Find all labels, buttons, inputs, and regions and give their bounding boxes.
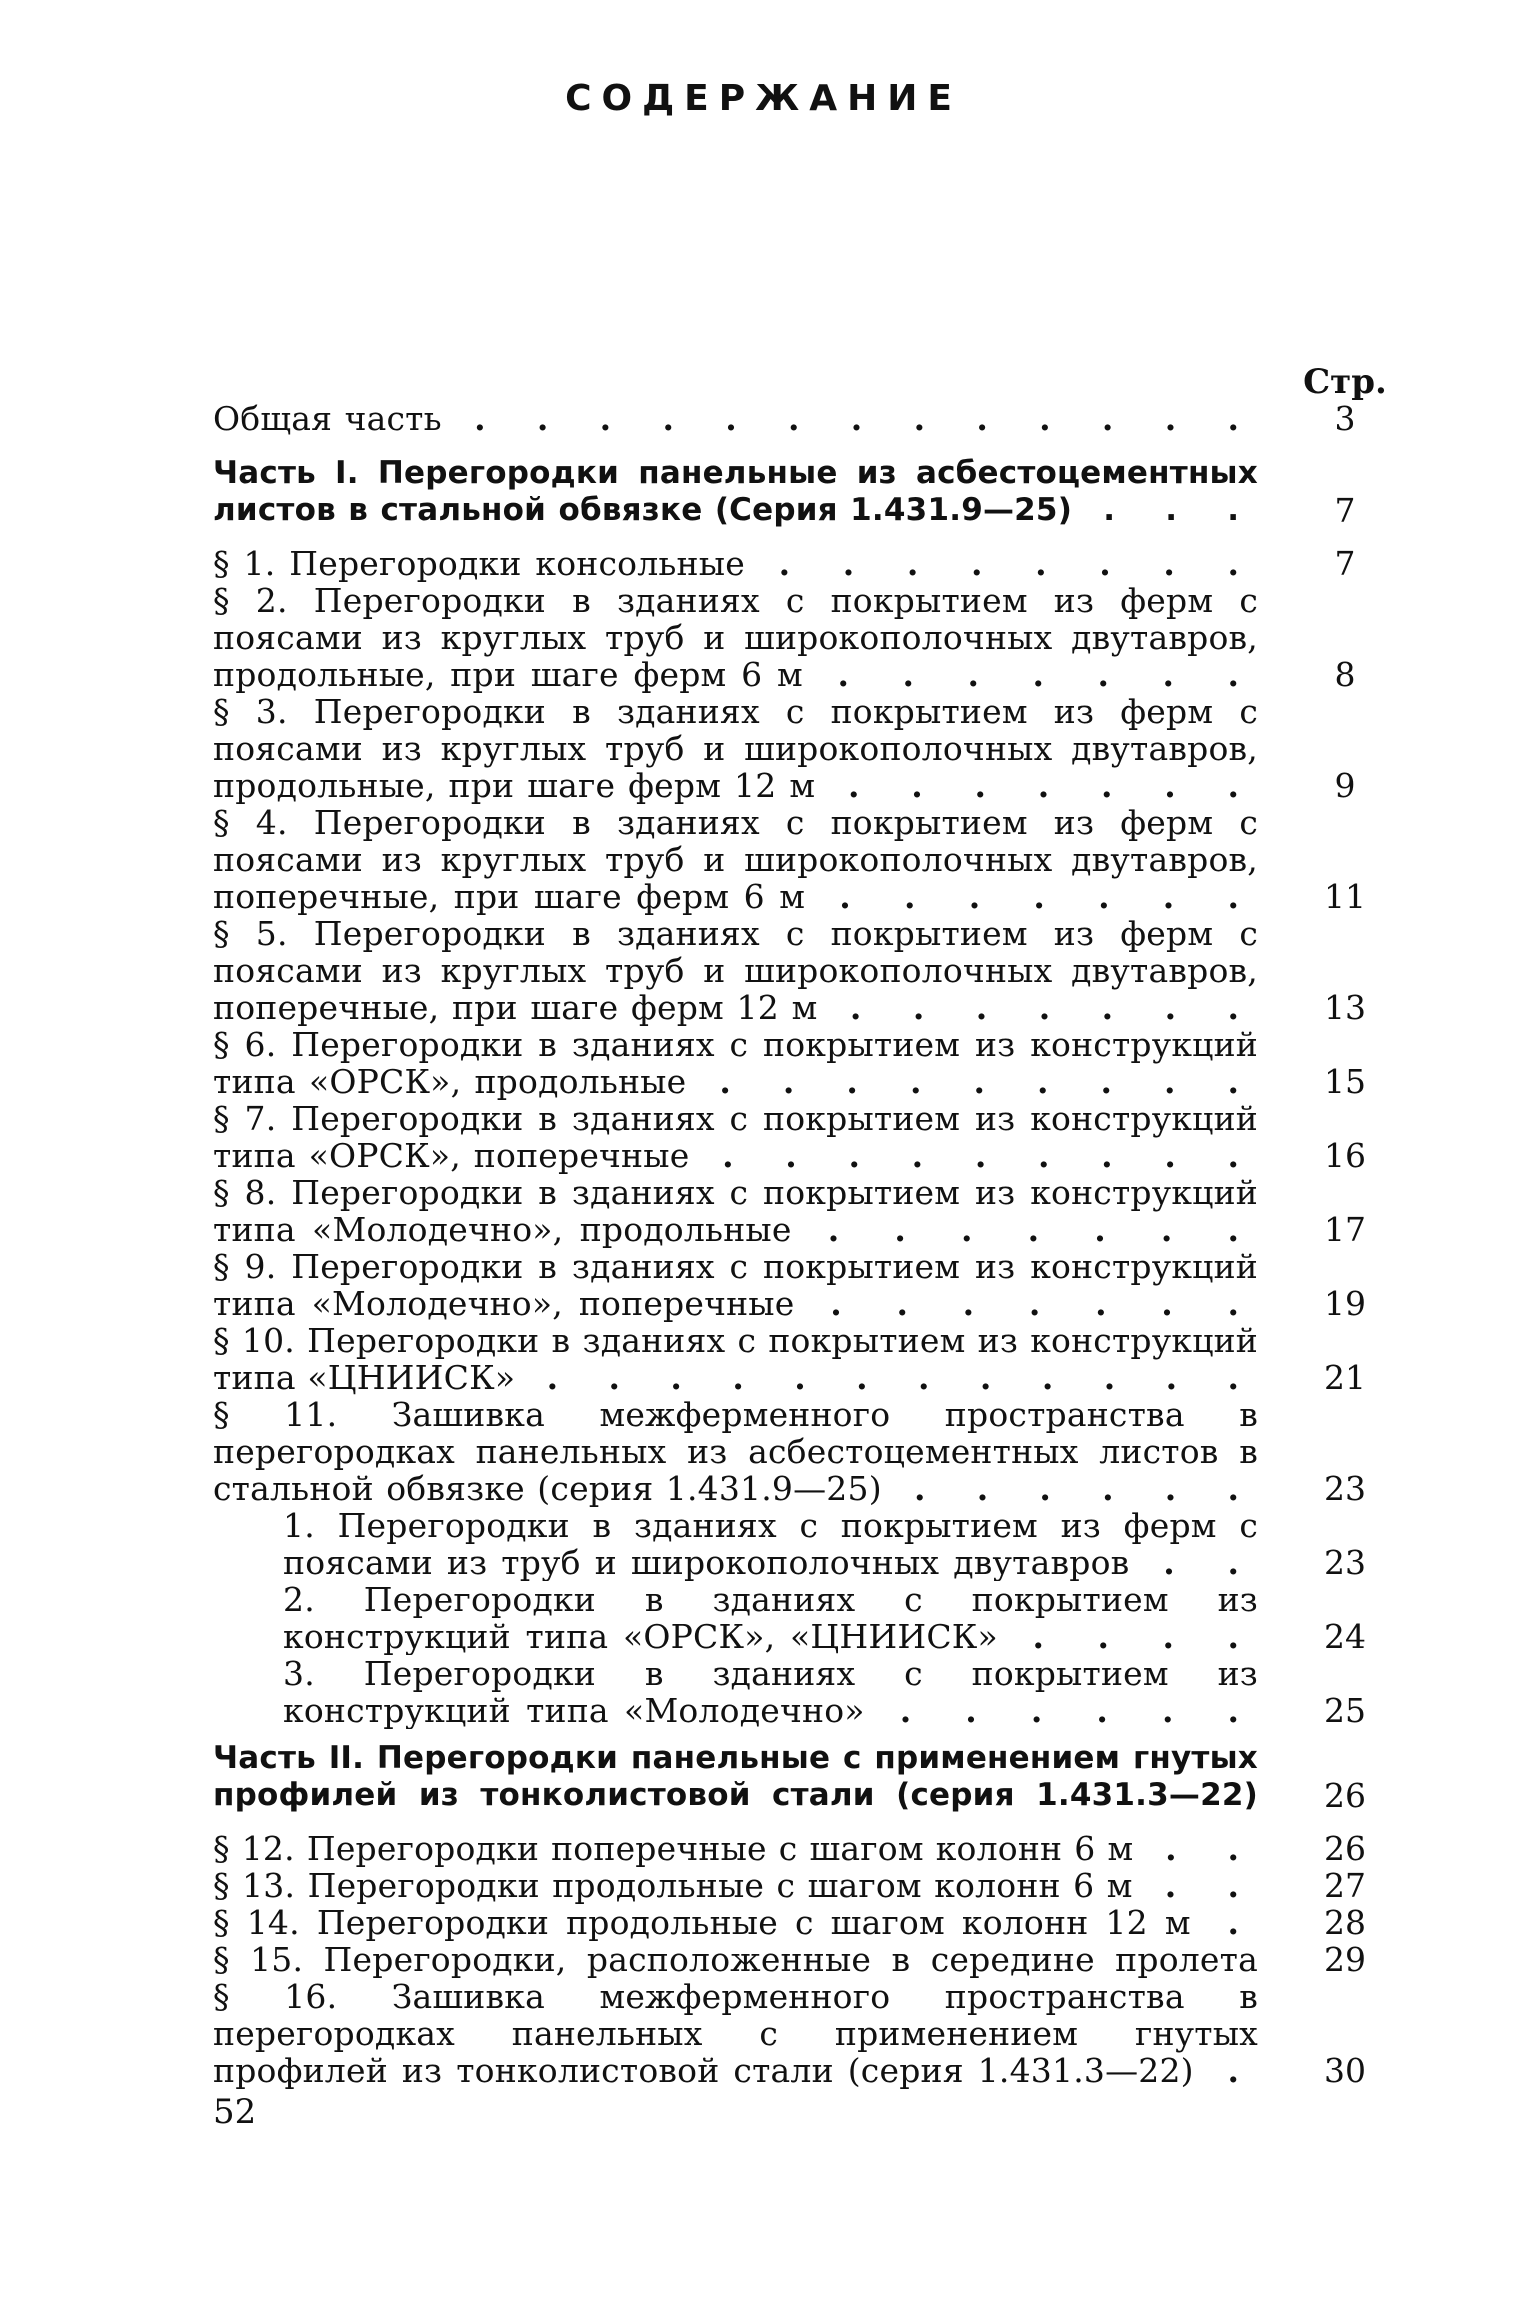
toc-page-number: 9 (1334, 766, 1356, 805)
leader-dots: . . (1163, 1543, 1258, 1581)
toc-entry (213, 693, 1258, 804)
leader-dots: . . . . . . . (839, 877, 1258, 915)
toc-page-number: 28 (1324, 1903, 1366, 1942)
toc-entry-text: 3. Перегородки в зданиях с покрытием из конструкций типа «Молодечно» . . . . . . (283, 1655, 1258, 1729)
toc-entry-text: § 10. Перегородки в зданиях с покрытием из конструкций типа «ЦНИИСК» . . . . . . . . . . . . (213, 1322, 1258, 1396)
leader-dots: . . . . . . . . . (719, 1062, 1258, 1100)
toc-entry (213, 1904, 1258, 1941)
toc-entry (213, 1026, 1258, 1100)
toc-entry-text: § 13. Перегородки продольные с шагом колонн 6 м . . (213, 1867, 1258, 1904)
toc-entry (213, 1174, 1258, 1248)
toc-entry (213, 1100, 1258, 1174)
leader-dots: . . . . . . (899, 1691, 1258, 1729)
toc-entry (283, 1507, 1258, 1581)
page-column-header: Стр. (1303, 362, 1387, 402)
toc-page-number: 13 (1324, 988, 1366, 1027)
toc-entry (213, 1248, 1258, 1322)
toc-entry (213, 1978, 1258, 2089)
toc-entry (213, 1867, 1258, 1904)
toc-entry (213, 1740, 1258, 1814)
toc-entry-text: § 4. Перегородки в зданиях с покрытием из ферм с поясами из круглых труб и широкополочных двутавров, поперечные, при шаге ферм 6 м . . . . . . . (213, 804, 1258, 915)
toc-page-number: 16 (1324, 1136, 1366, 1175)
toc-entry (213, 455, 1258, 529)
toc-page-number: 3 (1334, 399, 1356, 438)
toc-entry (213, 915, 1258, 1026)
leader-dots: . . . . . . . (827, 1210, 1258, 1248)
toc-page-number: 30 (1324, 2051, 1366, 2090)
toc-page-number: 17 (1324, 1210, 1366, 1249)
toc-page-number: 21 (1324, 1358, 1366, 1397)
toc-entry-text: 1. Перегородки в зданиях с покрытием из ферм с поясами из труб и широкополочных двутавров . . (283, 1507, 1258, 1581)
toc-page-number: 7 (1334, 544, 1356, 583)
leader-dots: . . . . . . (913, 1469, 1258, 1507)
toc-entry-text: § 8. Перегородки в зданиях с покрытием из конструкций типа «Молодечно», продольные . . . . . . . (213, 1174, 1258, 1248)
toc-page-number: 8 (1334, 655, 1356, 694)
toc-page-number: 29 (1324, 1940, 1366, 1979)
toc-entry (283, 1655, 1258, 1729)
leader-dots: . (1227, 2051, 1258, 2089)
toc-page-number: 19 (1324, 1284, 1366, 1323)
toc-entry-text: § 16. Зашивка межферменного пространства в перегородках панельных с применением гнутых профилей из тонколистовой стали (серия 1.431.3—22) . (213, 1978, 1258, 2089)
toc-entry-text: § 5. Перегородки в зданиях с покрытием из ферм с поясами из круглых труб и широкополочных двутавров, поперечные, при шаге ферм 12 м . . . . . . . (213, 915, 1258, 1026)
toc-entry-text: Часть II. Перегородки панельные с применением гнутых профилей из тонколистовой стали (серия 1.431.3—22) (213, 1740, 1258, 1813)
toc-entry-text: 2. Перегородки в зданиях с покрытием из конструкций типа «ОРСК», «ЦНИИСК» . . . . (283, 1581, 1258, 1655)
leader-dots: . . . . . . . . . . . . (546, 1358, 1258, 1396)
leader-dots: . . . (1103, 492, 1258, 528)
toc-entry (213, 1941, 1258, 1978)
toc-entry-text: § 14. Перегородки продольные с шагом колонн 12 м . (213, 1904, 1258, 1941)
toc-entry-text: § 12. Перегородки поперечные с шагом колонн 6 м . . (213, 1830, 1258, 1867)
toc-page-number: 23 (1324, 1543, 1366, 1582)
toc-entry (213, 1396, 1258, 1507)
leader-dots: . . (1164, 1867, 1258, 1904)
toc-entry-text: § 3. Перегородки в зданиях с покрытием из ферм с поясами из круглых труб и широкополочных двутавров, продольные, при шаге ферм 12 м . . . . . . . (213, 693, 1258, 804)
toc-entry-text: § 15. Перегородки, расположенные в середине пролета (213, 1941, 1258, 1978)
toc-page-number: 24 (1324, 1617, 1366, 1656)
leader-dots: . . (1165, 1830, 1258, 1867)
toc-page-number: 26 (1324, 1829, 1366, 1868)
leader-dots: . . . . . . . . . (722, 1136, 1258, 1174)
toc-entry-text: § 11. Зашивка межферменного пространства в перегородках панельных из асбестоцементных листов в стальной обвязке (серия 1.431.9—25) . . . . . . (213, 1396, 1258, 1507)
toc-entry-text: Часть I. Перегородки панельные из асбестоцементных листов в стальной обвязке (Серия 1.431.9—25) . . . (213, 455, 1258, 529)
toc-entry (283, 1581, 1258, 1655)
page-title: СОДЕРЖАНИЕ (565, 78, 962, 119)
toc-entry (213, 1322, 1258, 1396)
toc-entry-text: § 1. Перегородки консольные . . . . . . . . (213, 545, 1258, 582)
leader-dots: . . . . . . . (848, 766, 1258, 804)
toc-page-number: 25 (1324, 1691, 1366, 1730)
leader-dots: . . . . (1032, 1617, 1258, 1655)
toc-entry (213, 1830, 1258, 1867)
leader-dots: . . . . . . . . (778, 545, 1258, 582)
toc-entry-text: § 9. Перегородки в зданиях с покрытием из конструкций типа «Молодечно», поперечные . . . . . . . (213, 1248, 1258, 1322)
toc-entry-text: § 7. Перегородки в зданиях с покрытием из конструкций типа «ОРСК», поперечные . . . . . . . . . (213, 1100, 1258, 1174)
page-number: 52 (213, 2092, 257, 2132)
toc-entry (213, 582, 1258, 693)
leader-dots: . . . . . . . (837, 655, 1258, 693)
toc-page-number: 15 (1324, 1062, 1366, 1101)
leader-dots: . . . . . . . (830, 1284, 1258, 1322)
toc-page-number: 11 (1324, 877, 1366, 916)
toc-page-number: 26 (1324, 1776, 1366, 1815)
toc-entry-text: § 6. Перегородки в зданиях с покрытием из конструкций типа «ОРСК», продольные . . . . . . . . . (213, 1026, 1258, 1100)
toc-entry-text: § 2. Перегородки в зданиях с покрытием из ферм с поясами из круглых труб и широкополочных двутавров, продольные, при шаге ферм 6 м . . . . . . . (213, 582, 1258, 693)
toc-page-number: 23 (1324, 1469, 1366, 1508)
leader-dots: . (1227, 1904, 1258, 1941)
toc-page-number: 27 (1324, 1866, 1366, 1905)
toc-entry-text: Общая часть . . . . . . . . . . . . . (213, 400, 1258, 437)
toc-entry (213, 545, 1258, 582)
toc-entry (213, 804, 1258, 915)
toc-entry (213, 400, 1258, 437)
leader-dots: . . . . . . . . . . . . . (474, 400, 1258, 437)
leader-dots: . . . . . . . (849, 988, 1258, 1026)
toc-page-number: 7 (1334, 491, 1356, 530)
